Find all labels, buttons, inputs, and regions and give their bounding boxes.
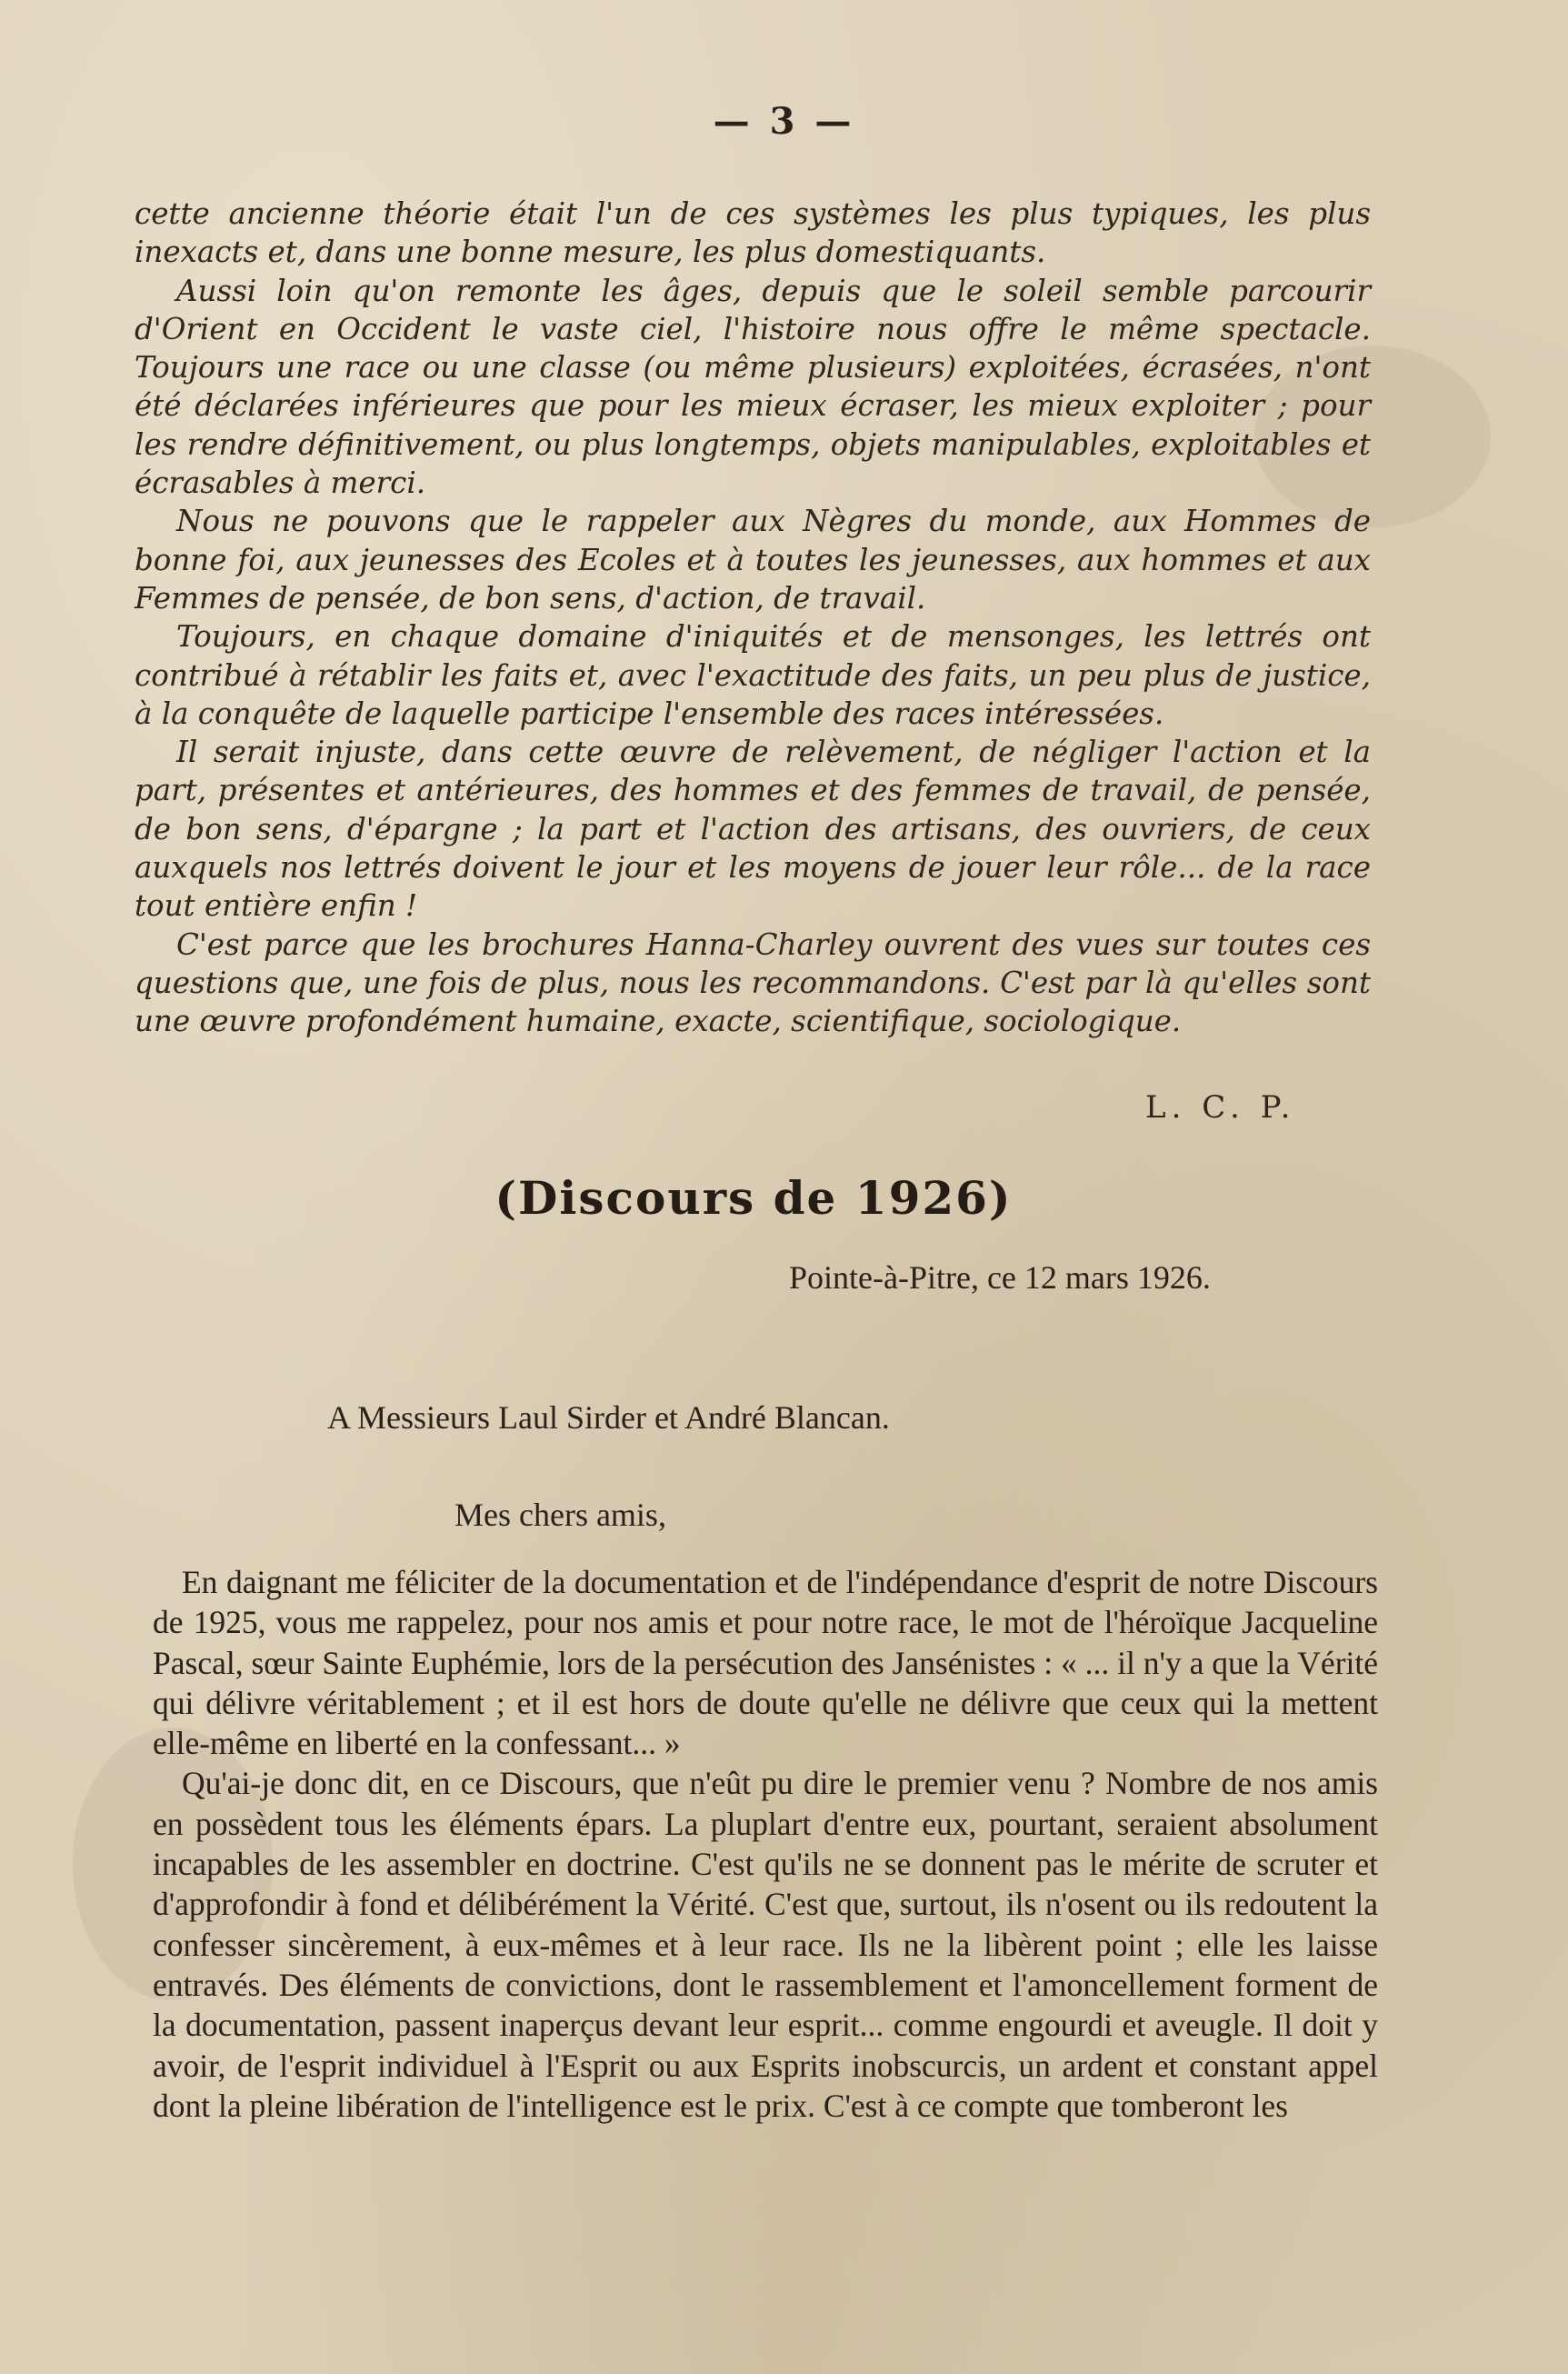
letter-address: A Messieurs Laul Sirder et André Blancan. (327, 1399, 890, 1436)
preface-paragraph: C'est parce que les brochures Hanna-Charley ouvrent des vues sur toutes ces questions que, une fois de plus, nous les recommandons. C'est par là qu'elles sont une œuvre profondément humaine, exacte, scientifique, sociologique. (135, 927, 1371, 1039)
preface-paragraph: Il serait injuste, dans cette œuvre de relèvement, de négliger l'action et la part, présentes et antérieures, des hommes et des femmes de travail, de pensée, de bon sens, d'épargne ; la part et l'action des artisans, des ouvriers, de ceux auxquels nos lettrés doivent le jour et les moyens de jouer leur rôle... de la race tout entière enfin ! (135, 735, 1371, 924)
letter-salutation: Mes chers amis, (454, 1497, 666, 1533)
letter-body (153, 1562, 1378, 2126)
preface-paragraph: Toujours, en chaque domaine d'iniquités et de mensonges, les lettrés ont contribué à rétablir les faits et, avec l'exactitude des faits, un peu plus de justice, à la conquête de laquelle participe l'ensemble des races intéressées. (135, 619, 1371, 731)
preface-paragraph: cette ancienne théorie était l'un de ces systèmes les plus typiques, les plus inexacts et, dans une bonne mesure, les plus domestiquants. (135, 196, 1371, 270)
letter-paragraph: En daignant me féliciter de la documentation et de l'indépendance d'esprit de notre Discours de 1925, vous me rappelez, pour nos amis et pour notre race, le mot de l'héroïque Jacqueline Pascal, sœur Sainte Euphémie, lors de la persécution des Jansénistes : « ... il n'y a que la Vérité qui délivre véritablement ; et il est hors de doute qu'elle ne délivre que ceux qui la mettent elle-même en liberté en la confessant... » (153, 1564, 1378, 1762)
preface-paragraph: Nous ne pouvons que le rappeler aux Nègres du monde, aux Hommes de bonne foi, aux jeunesses des Ecoles et à toutes les jeunesses, aux hommes et aux Femmes de pensée, de bon sens, d'action, de travail. (135, 504, 1371, 616)
page-number: — 3 — (713, 100, 855, 143)
letter-paragraph: Qu'ai-je donc dit, en ce Discours, que n'eût pu dire le premier venu ? Nombre de nos amis en possèdent tous les éléments épars. La pluplart d'entre eux, pourtant, seraient absolument incapables de les assembler en doctrine. C'est qu'ils ne se donnent pas le mérite de scruter et d'approfondir à fond et délibérément la Vérité. C'est que, surtout, ils n'osent ou ils redoutent la confesser sincèrement, à eux-mêmes et à leur race. Ils ne la libèrent point ; elle les laisse entravés. Des éléments de convictions, dont le rassemblement et l'amoncellement forment de la documentation, passent inaperçus devant leur esprit... comme engourdi et aveugle. Il doit y avoir, de l'esprit individuel à l'Esprit ou aux Esprits inobscurcis, un ardent et constant appel dont la pleine libération de l'intelligence est le prix. C'est à ce compte que tomberont les (153, 1765, 1378, 2124)
section-title: (Discours de 1926) (494, 1171, 1013, 1225)
preface-text (135, 195, 1371, 1041)
letter-place-date: Pointe-à-Pitre, ce 12 mars 1926. (789, 1259, 1211, 1296)
preface-paragraph: Aussi loin qu'on remonte les âges, depuis que le soleil semble parcourir d'Orient en Occident le vaste ciel, l'histoire nous offre le même spectacle. Toujours une race ou une classe (ou même plusieurs) exploitées, écrasées, n'ont été déclarées inférieures que pour les mieux écraser, les mieux exploiter ; pour les rendre définitivement, ou plus longtemps, objets manipulables, exploitables et écrasables à merci. (135, 273, 1371, 501)
preface-signature: L. C. P. (1145, 1089, 1296, 1126)
